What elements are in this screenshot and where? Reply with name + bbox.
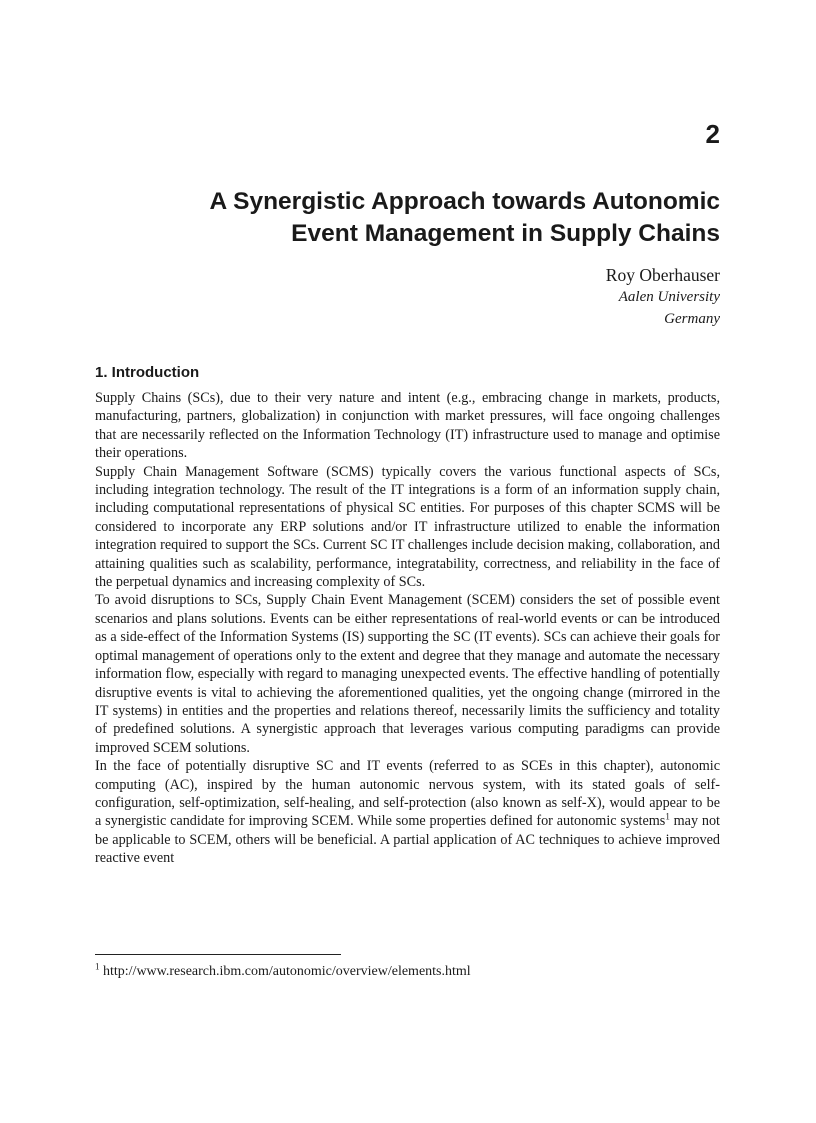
author-block xyxy=(606,264,720,330)
paragraph-text: In the face of potentially disruptive SC and IT events (referred to as SCEs in this chapter), autonomic computing (AC), inspired by the human autonomic nervous system, with its stated goals of self-configuration, self-optimization, self-healing, and self-protection (also known as self-X), would appear to be a synergistic candidate for improving SCEM. While some properties defined for autonomic systems xyxy=(95,758,720,830)
chapter-title-line-1: A Synergistic Approach towards Autonomic xyxy=(209,188,720,215)
section-body xyxy=(95,389,720,868)
author-name: Roy Oberhauser xyxy=(605,265,720,285)
footnote xyxy=(95,962,471,982)
author-affiliation: Aalen University xyxy=(618,289,720,305)
paragraph-text: may not be applicable to SCEM, others will be beneficial. A partial application of AC techniques to achieve improved reactive event xyxy=(95,813,720,867)
footnote-mark: 1 xyxy=(95,961,100,972)
footnote-reference[interactable]: 1 xyxy=(665,811,670,822)
footnote-link[interactable]: http://www.research.ibm.com/autonomic/overview/elements.html xyxy=(103,964,471,979)
chapter-number: 2 xyxy=(705,119,720,149)
footnote-divider xyxy=(95,954,341,955)
chapter-title-line-2: Event Management in Supply Chains xyxy=(291,220,720,247)
chapter-title xyxy=(95,186,720,250)
section-heading: 1. Introduction xyxy=(95,364,200,381)
paragraph: To avoid disruptions to SCs, Supply Chain Event Management (SCEM) considers the set of possible event scenarios and plans solutions. Events can be either representations of real-world events or can be introduced as a side-effect of the Information Systems (IS) supporting the SC (IT events). SCs can achieve their goals for optimal management of operations only to the extent and degree that they manage and automate the necessary information flow, especially with regard to managing unexpected events. The effective handling of potentially disruptive events is vital to achieving the aforementioned qualities, yet the ongoing change (mirrored in the IT systems) in entities and the properties and relations thereof, necessarily limits the sufficiency and totality of predefined solutions. A synergistic approach that leverages various computing paradigms can provide improved SCEM solutions. xyxy=(95,592,720,756)
paragraph xyxy=(95,757,720,867)
paragraph: Supply Chain Management Software (SCMS) typically covers the various functional aspects of SCs, including integration technology. The result of the IT integrations is a form of an information supply chain, including computational representations of physical SC entities. For purposes of this chapter SCMS will be considered to incorporate any ERP solutions and/or IT infrastructure utilized to enable the information integration required to support the SCs. Current SC IT challenges include decision making, collaboration, and attaining qualities such as scalability, performance, integratability, correctness, and reliability in the face of the perpetual dynamics and increasing complexity of SCs. xyxy=(95,463,720,591)
author-country: Germany xyxy=(664,311,720,327)
paragraph: Supply Chains (SCs), due to their very nature and intent (e.g., embracing change in markets, products, manufacturing, partners, globalization) in conjunction with market pressures, will face ongoing challenges that are necessarily reflected on the Information Technology (IT) infrastructure used to manage and optimise their operations. xyxy=(95,390,720,462)
